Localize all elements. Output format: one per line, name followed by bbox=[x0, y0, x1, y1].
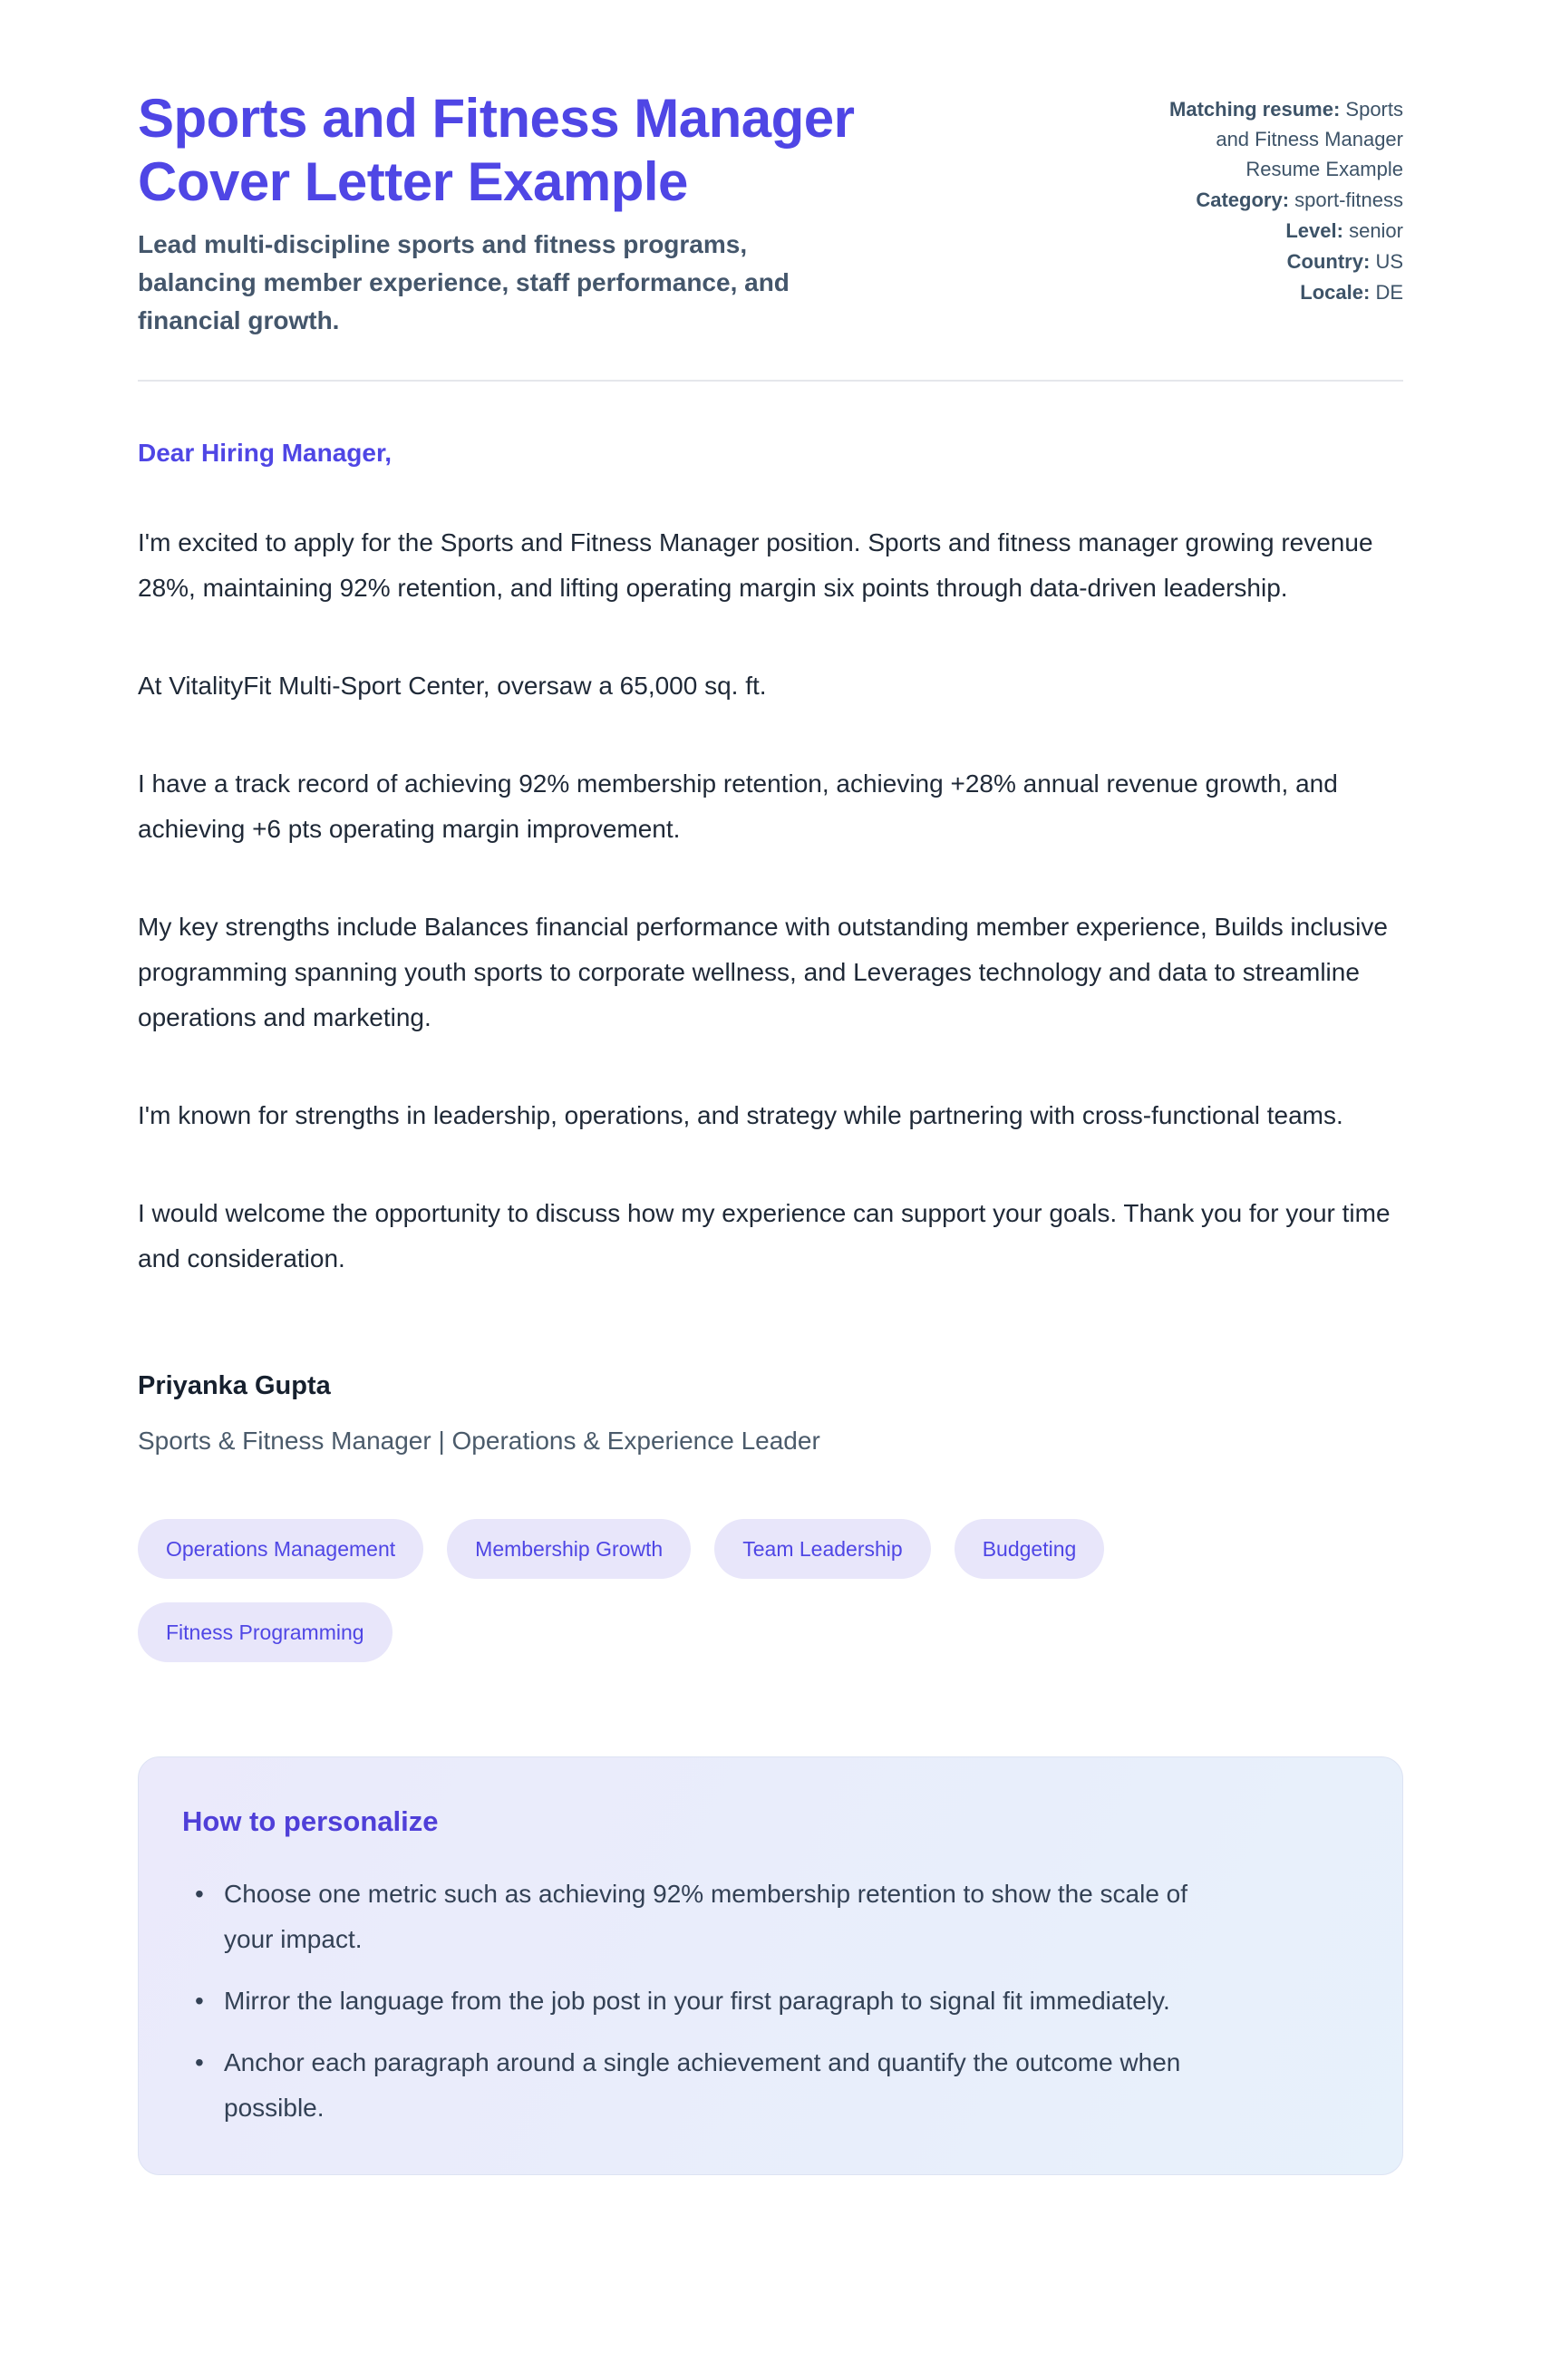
header-divider bbox=[138, 380, 1403, 382]
skill-tags bbox=[138, 1519, 1271, 1662]
meta-label: Level: bbox=[1285, 219, 1343, 242]
personalize-tip: • Anchor each paragraph around a single achievement and quantify the outcome when possible. bbox=[193, 2040, 1208, 2131]
page-header bbox=[138, 87, 1403, 340]
page-subtitle: Lead multi-discipline sports and fitness programs, balancing member experience, staff performance, and financial growth. bbox=[138, 230, 790, 335]
skill-tag[interactable]: Membership Growth bbox=[447, 1519, 691, 1579]
personalize-tips-list bbox=[182, 1872, 1359, 2131]
meta-locale bbox=[1149, 277, 1403, 307]
letter-paragraph: I have a track record of achieving 92% membership retention, achieving +28% annual revenue growth, and achieving +6 pts operating margin improvement. bbox=[138, 769, 1338, 844]
meta-value: DE bbox=[1375, 281, 1403, 304]
page-title: Sports and Fitness Manager Cover Letter Example bbox=[138, 88, 855, 212]
skill-tag[interactable]: Operations Management bbox=[138, 1519, 423, 1579]
signature-title: Sports & Fitness Manager | Operations & Experience Leader bbox=[138, 1427, 820, 1456]
personalize-tip: • Choose one metric such as achieving 92% membership retention to show the scale of your impact. bbox=[193, 1872, 1208, 1962]
meta-label: Category: bbox=[1196, 189, 1290, 211]
personalize-tip: • Mirror the language from the job post in your first paragraph to signal fit immediately. bbox=[193, 1978, 1208, 2024]
skill-tag[interactable]: Fitness Programming bbox=[138, 1602, 393, 1662]
letter-body bbox=[138, 438, 1403, 1459]
letter-paragraph: I'm excited to apply for the Sports and Fitness Manager position. Sports and fitness manager growing revenue 28%, maintaining 92% retention, and lifting operating margin six points through data-driven leadership. bbox=[138, 528, 1373, 603]
skill-tag[interactable]: Budgeting bbox=[955, 1519, 1105, 1579]
signature-name: Priyanka Gupta bbox=[138, 1371, 331, 1401]
meta-category bbox=[1149, 185, 1403, 215]
header-title-block bbox=[138, 87, 999, 340]
how-to-personalize-card bbox=[138, 1756, 1403, 2175]
meta-value: US bbox=[1375, 250, 1403, 273]
personalize-title: How to personalize bbox=[182, 1805, 439, 1838]
letter-paragraph: At VitalityFit Multi-Sport Center, oversaw a 65,000 sq. ft. bbox=[138, 672, 767, 701]
skill-tag[interactable]: Team Leadership bbox=[714, 1519, 930, 1579]
resume-meta-block bbox=[1149, 87, 1403, 308]
matching-resume-link[interactable]: Sports and Fitness Manager Resume Example bbox=[1216, 98, 1403, 180]
letter-paragraph: I'm known for strengths in leadership, operations, and strategy while partnering with cross-functional teams. bbox=[138, 1101, 1343, 1130]
salutation: Dear Hiring Manager, bbox=[138, 439, 393, 468]
meta-level bbox=[1149, 216, 1403, 246]
meta-label: Matching resume: bbox=[1169, 98, 1341, 121]
meta-country bbox=[1149, 247, 1403, 276]
meta-label: Locale: bbox=[1300, 281, 1371, 304]
meta-label: Country: bbox=[1286, 250, 1371, 273]
meta-value: sport-fitness bbox=[1294, 189, 1403, 211]
letter-paragraph: My key strengths include Balances financial performance with outstanding member experience, Builds inclusive programming spanning youth sports to corporate wellness, and Leverages technology and data to streamline operations and marketing. bbox=[138, 913, 1388, 1032]
meta-matching-resume bbox=[1149, 94, 1403, 184]
meta-value: senior bbox=[1349, 219, 1403, 242]
letter-paragraph: I would welcome the opportunity to discuss how my experience can support your goals. Thank you for your time and consideration. bbox=[138, 1199, 1391, 1273]
